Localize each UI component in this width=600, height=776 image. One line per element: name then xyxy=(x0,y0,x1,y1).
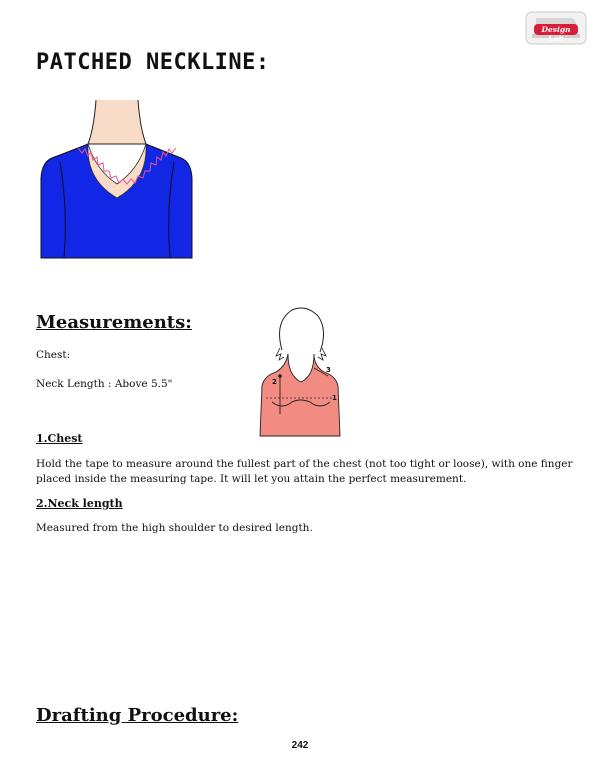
neck-length-section-text: Measured from the high shoulder to desired length. xyxy=(36,522,313,534)
chest-section-heading: 1.Chest xyxy=(36,432,83,445)
chest-measurement-label: Chest: xyxy=(36,349,71,361)
figure-label-1: 1 xyxy=(332,394,337,402)
measurements-heading: Measurements: xyxy=(36,312,192,333)
page-title: PATCHED NECKLINE: xyxy=(36,50,270,75)
chest-section-text: Hold the tape to measure around the fullest part of the chest (not too tight or loose), with one finger placed inside the measuring tape. It will let you attain the perfect measurement. xyxy=(36,458,573,485)
measurement-figure-illustration xyxy=(252,302,346,438)
neck-length-measurement: Neck Length : Above 5.5" xyxy=(36,378,173,390)
neck-length-section-heading: 2.Neck length xyxy=(36,497,123,510)
logo-text: Design Lab xyxy=(541,25,571,43)
page-number: 242 xyxy=(291,740,309,751)
figure-label-2: 2 xyxy=(272,378,277,386)
figure-label-3: 3 xyxy=(326,366,331,374)
patched-neckline-illustration xyxy=(38,100,196,262)
design-lab-logo xyxy=(524,6,588,48)
drafting-procedure-heading: Drafting Procedure: xyxy=(36,705,239,726)
